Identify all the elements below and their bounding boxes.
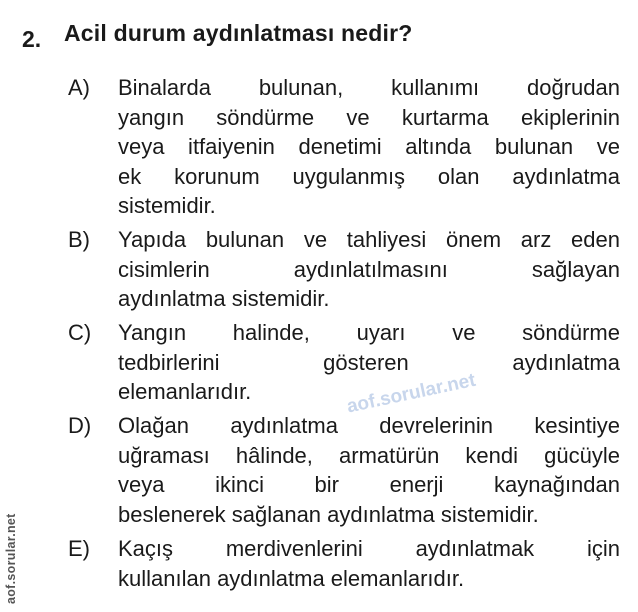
option-line: ek korunum uygulanmış olan aydınlatma	[118, 163, 620, 189]
option-line: cisimlerin aydınlatılmasını sağlayan	[118, 256, 620, 282]
option-line: tedbirlerini gösteren aydınlatma	[118, 349, 620, 375]
option-label: D)	[68, 413, 92, 438]
option-line: Yapıda bulunan ve tahliyesi önem arz eden	[118, 227, 620, 252]
option-line: kullanılan aydınlatma elemanlarıdır.	[118, 565, 465, 591]
option-text	[118, 73, 620, 221]
option-line: beslenerek sağlanan aydınlatma sistemidir.	[118, 501, 539, 527]
option-text	[118, 534, 620, 593]
option-label: C)	[68, 320, 92, 345]
option-line: elemanlarıdır.	[118, 379, 252, 404]
option-line: Binalarda bulunan, kullanımı doğrudan	[118, 75, 620, 100]
option-text	[118, 225, 620, 314]
option-line: uğraması hâlinde, armatürün kendi gücüyle	[118, 442, 620, 468]
option-label: E)	[68, 536, 90, 561]
question-text: Acil durum aydınlatması nedir?	[64, 20, 413, 46]
option-line: Yangın halinde, uyarı ve söndürme	[118, 320, 620, 345]
option-line: Olağan aydınlatma devrelerinin kesintiye	[118, 413, 620, 438]
option-line: Kaçış merdivenlerini aydınlatmak için	[118, 536, 620, 561]
option-line: aydınlatma sistemidir.	[118, 286, 330, 311]
option-text	[118, 411, 620, 529]
option-line: sistemidir.	[118, 193, 216, 218]
option-label: B)	[68, 227, 90, 252]
option-label: A)	[68, 75, 90, 100]
option-line: yangın söndürme ve kurtarma ekiplerinin	[118, 104, 620, 130]
watermark-text: aof.sorular.net	[345, 369, 478, 418]
option-line: veya ikinci bir enerji kaynağından	[118, 472, 620, 497]
side-watermark-text: aof.sorular.net	[4, 513, 18, 604]
option-line: veya itfaiyenin denetimi altında bulunan ve	[118, 134, 620, 159]
question-number: 2.	[22, 26, 42, 52]
